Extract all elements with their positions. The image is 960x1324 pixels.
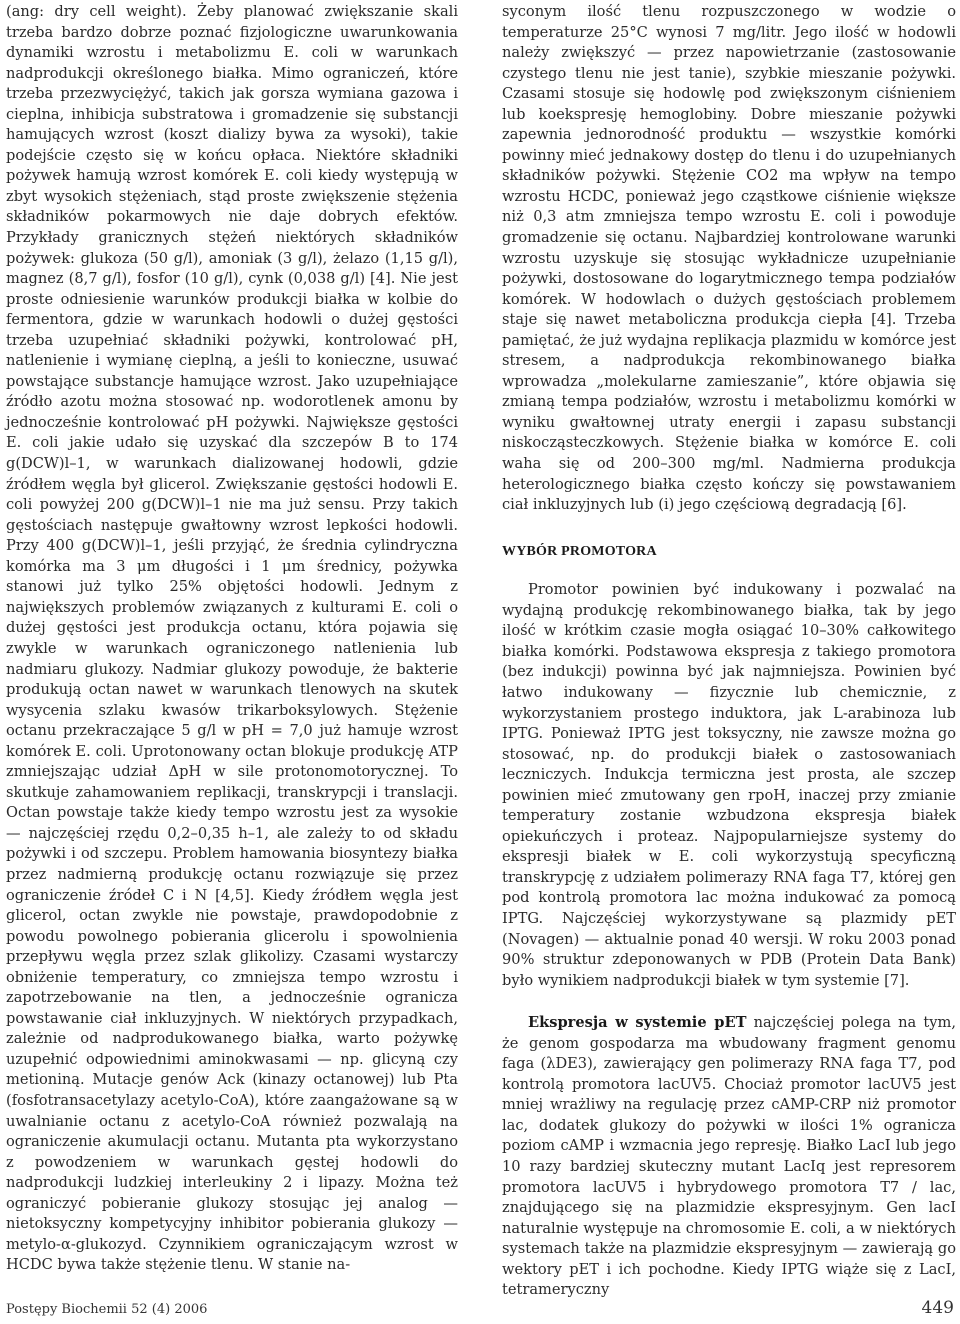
right-column (502, 2, 956, 1301)
paragraph-gap (502, 991, 956, 1013)
body-paragraph: syconym ilość tlenu rozpuszczonego w wodzie o temperaturze 25°C wynosi 7 mg/litr. Jego ilość w hodowli należy zwiększyć — przez napowietrzanie (zastosowanie czystego tlenu nie jest tanie), szybkie mieszanie pożywki. Czasami stosuje się hodowlę pod zwiększonym ciśnieniem lub koekspresję hemoglobiny. Dobre mieszanie pożywki zapewnia jednorodność produktu — wszystkie komórki powinny mieć jednakowy dostęp do tlenu i do uzupełnianych składników pożywki. Stężenie CO2 ma wpływ na tempo wzrostu HCDC, ponieważ jego cząstkowe ciśnienie większe niż 0,3 atm zmniejsza tempo wzrostu E. coli i powoduje gromadzenie się octanu. Najbardziej kontrolowane warunki wzrostu uzyskuje się stosując wykładnicze uzupełnianie pożywki, dostosowane do logarytmicznego tempa podziałów komórek. W hodowlach o dużych gęstościach problemem staje się nawet metaboliczna produkcja ciepła [4]. Trzeba pamiętać, że już wydajna replikacja plazmidu w komórce jest stresem, a nadprodukcja rekombinowanego białka wprowadza „molekularne zamieszanie”, które objawia się zmianą tempa podziałów, wzrostu i metabolizmu komórki w wyniku gwałtownej utraty energii i zapasu substancji niskocząsteczkowych. Stężenie białka w komórce E. coli waha się od 200–300 mg/ml. Nadmierna produkcja heterologicznego białka często kończy się powstawaniem ciał inkluzyjnych lub (i) jego częściową degradacją [6]. (502, 3, 956, 514)
left-column (6, 2, 458, 1276)
body-paragraph: Promotor powinien być indukowany i pozwalać na wydajną produkcję rekombinowanego białka, tak by jego ilość w krótkim czasie mogła osiągać 10–30% całkowitego białka komórki. Podstawowa ekspresja z takiego promotora (bez indukcji) powinna być jak najmniejsza. Powinien być łatwo indukowany — fizycznie lub chemicznie, z wykorzystaniem prostego induktora, jak L-arabinoza lub IPTG. Ponieważ IPTG jest toksyczny, nie zawsze można go stosować, np. do produkcji białek o zastosowaniach leczniczych. Indukcja termiczna jest prosta, ale szczep powinien mieć zmutowany gen rpoH, inaczej przy zmianie temperatury zostanie wzbudzona ekspresja białek opiekuńczych i proteaz. Najpopularniejsze systemy do ekspresji białek w E. coli wykorzystują specyficzną transkrypcję z udziałem polimerazy RNA faga T7, której gen pod kontrolą promotora lac można indukować za pomocą IPTG. Najczęściej wykorzystywane są plazmidy pET (Novagen) — aktualnie ponad 40 wersji. W roku 2003 ponad 90% struktur zdeponowanych w PDB (Protein Data Bank) było wynikiem nadprodukcji białek w tym systemie [7]. (502, 581, 956, 989)
section-heading: WYBÓR PROMOTORA (502, 543, 657, 559)
journal-citation: Postępy Biochemii 52 (4) 2006 (6, 1302, 208, 1317)
body-paragraph: (ang: dry cell weight). Żeby planować zwiększanie skali trzeba bardzo dobrze poznać fizjologiczne uwarunkowania dynamiki wzrostu i metabolizmu E. coli w warunkach nadprodukcji określonego białka. Mimo ograniczeń, które trzeba przezwyciężyć, takich jak gorsza wymiana gazowa i cieplna, inhibicja substratowa i gromadzenie się substancji hamujących wzrost (koszt dializy bywa za wysoki), takie podejście często się w końcu opłaca. Niektóre składniki pożywek hamują wzrost komórek E. coli kiedy występują w zbyt wysokich stężeniach, stąd proste zwiększenie stężenia składników pokarmowych nie daje dobrych efektów. Przykłady granicznych stężeń niektórych składników pożywek: glukoza (50 g/l), amoniak (3 g/l), żelazo (1,15 g/l), magnez (8,7 g/l), fosfor (10 g/l), cynk (0,038 g/l) [4]. Nie jest proste odniesienie warunków produkcji białka w kolbie do fermentora, gdzie w warunkach hodowli o dużej gęstości trzeba uzupełniać składniki pożywki, kontrolować pH, natlenienie i wymianę cieplną, a jeśli to konieczne, usuwać powstające substancje hamujące wzrost. Jako uzupełniające źródło azotu można stosować np. wodorotlenek amonu by jednocześnie kontrolować pH pożywki. Największe gęstości E. coli jakie udało się uzyskać dla szczepów B to 174 g(DCW)l–1, w warunkach dializowanej hodowli, gdzie źródłem węgla był glicerol. Zwiększanie gęstości hodowli E. coli powyżej 200 g(DCW)l–1 nie ma już sensu. Przy takich gęstościach następuje gwałtowny wzrost lepkości hodowli. Przy 400 g(DCW)l–1, jeśli przyjąć, że średnia cylindryczna komórka ma 3 μm długości i 1 μm średnicy, pożywka stanowi już tylko 25% objętości hodowli. Jednym z największych problemów związanych z kulturami E. coli o dużej gęstości jest produkcja octanu, która pojawia się zwykle w warunkach ograniczonego natlenienia lub nadmiaru glukozy. Nadmiar glukozy powoduje, że bakterie produkują octan nawet w warunkach tlenowych na skutek wysycenia szlaku kwasów trikarboksylowych. Stężenie octanu przekraczające 5 g/l w pH = 7,0 już hamuje wzrost komórek E. coli. Uprotonowany octan blokuje produkcję ATP zmniejszając udział ΔpH w sile protonomotorycznej. To skutkuje zahamowaniem replikacji, transkrypcji i translacji. Octan powstaje także kiedy tempo wzrostu jest za wysokie — najczęściej rzędu 0,2–0,35 h–1, ale zależy to od składu pożywki i od szczepu. Problem hamowania biosyntezy białka przez nadmierną produkcję octanu rozwiązuje się przez ograniczenie źródeł C i N [4,5]. Kiedy źródłem węgla jest glicerol, octan zwykle nie powstaje, prawdopodobnie z powodu powolnego pobierania glicerolu i spowolnienia przepływu węgla przez szlak glikolizy. Czasami wystarczy obniżenie temperatury, co zmniejsza tempo wzrostu i zapotrzebowanie na tlen, a jednocześnie ogranicza powstawanie ciał inkluzyjnych. W niektórych przypadkach, zależnie od nadprodukowanego białka, warto pożywkę uzupełnić odpowiednimi aminokwasami — np. glicyną czy metioniną. Mutacje genów Ack (kinazy octanowej) lub Pta (fosfotransacetylazy acetylo-CoA), które zaangażowane są w uwalnianie octanu z acetylo-CoA również pozwalają na ograniczenie akumulacji octanu. Mutanta pta wykorzystano z powodzeniem w warunkach gęstej hodowli do nadprodukcji ludzkiej interleukiny 2 i lipazy. Można też ograniczyć pobieranie glukozy stosując jej analog — nietoksyczny kompetycyjny inhibitor pobierania glukozy — metylo-α-glukozyd. Czynnikiem ograniczającym wzrost w HCDC bywa także stężenie tlenu. W stanie na- (6, 3, 458, 1274)
paragraph-lead: Ekspresja w systemie pET (528, 1014, 747, 1032)
body-paragraph (502, 1013, 956, 1301)
page-number: 449 (921, 1298, 954, 1318)
paragraph-text: najczęściej polega na tym, że genom gospodarza ma wbudowany fragment genomu faga (λDE3), zawierający gen polimerazy RNA faga T7, pod kontrolą promotora lacUV5. Chociaż promotor lacUV5 jest mniej wrażliwy na regulację przez cAMP-CRP niż promotor lac, dodatek glukozy do pożywki w ilości 1% ogranicza poziom cAMP i wzmacnia jego represję. Białko LacI lub jego 10 razy bardziej skuteczny mutant LacIq jest represorem promotora lacUV5 i hybrydowego promotora T7 / lac, znajdującego się na plazmidzie ekspresyjnym. Gen lacI naturalnie występuje na chromosomie E. coli, a w niektórych systemach także na plazmidzie ekspresyjnym — zawierają go wektory pET i ich pochodne. Kiedy IPTG wiąże się z LacI, tetrameryczny (502, 1014, 956, 1299)
